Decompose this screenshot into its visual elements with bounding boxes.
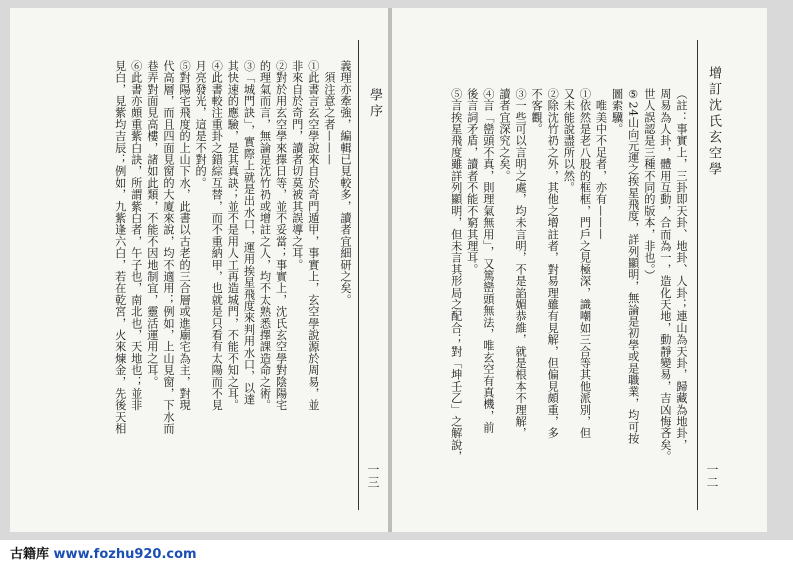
page-rule	[358, 40, 359, 510]
left-page	[10, 8, 388, 532]
page-body	[108, 60, 353, 465]
text-column: ⑥此書亦頗重紫白訣，所謂紫白者，午子也，南北也，天地也；並非	[129, 60, 143, 411]
page-number: 一二	[705, 463, 719, 489]
page-body	[444, 88, 689, 493]
text-column: 周易為人卦，體用互動，合而為一，造化天地，動靜變易，吉凶悔吝矣。	[658, 88, 672, 463]
text-column: ①此書言玄空學說來自於奇門遁甲，事實上，玄空學說源於周易，並	[306, 60, 320, 411]
text-column: 非來自於奇門，讀者切莫被其誤導之耳。	[290, 60, 304, 271]
text-column: 其快速的應驗，是其真訣；並不是用人工再造城門，不能不知之耳。	[226, 60, 240, 411]
text-column: ⑤對陽宅飛度的上山下水，此書以古老的三合層或進廟宅為主，對現	[178, 60, 192, 411]
text-column: ④言「巒頭不真，則理氣無用」，又篤巒頭無法，唯玄空有真機，前	[481, 88, 495, 434]
right-page	[392, 8, 767, 532]
text-column: ②對於用玄空學來擇日等，並不妥當；事實上，沈氏玄空學對陰陽宅	[274, 60, 288, 411]
site-url[interactable]: www.fozhu920.com	[53, 547, 197, 562]
text-column: 讀者宜深究之矣。	[497, 88, 511, 182]
text-column: 巷弄對面見高樓，諸如此類，不能不因地制宜，靈活運用之耳。	[145, 60, 159, 388]
text-column: 須注意之者———	[322, 60, 336, 166]
site-name: 古籍库	[10, 547, 50, 562]
text-column: 代高層，而且四面見窗的大廈來說，均不適用；例如，上山見窗，下水而	[161, 60, 175, 435]
text-column: 的理氣而言，無論是沈竹礽或增註之人，均不太熟悉擇課造命之術。	[258, 60, 272, 411]
text-column: ④此書較注重卦之錯綜互替，而不重納甲，也就是只看有太陽而不見	[210, 60, 224, 411]
text-column: 見白，見紫均吉辰；例如，九紫逢六白，若在乾宮，火來煉金，先後天相	[113, 60, 127, 435]
text-column: ①依然是老八股的框框，門戶之見極深，識嘲如三合等其他派別，但	[578, 88, 592, 439]
text-column: ⑤24山向元運之挨星飛度，詳列顯明，無論是初學或是職業，均可按	[626, 88, 640, 445]
footer-watermark[interactable]	[10, 543, 197, 562]
text-column: 義理亦牽強，編輯已見較多，讀者宜細研之矣。	[339, 60, 352, 306]
text-column: 不客觀。	[530, 88, 544, 135]
text-column: ③一些可以言明之處，均未言明，不是諂媚恭維，就是根本不理解，	[514, 88, 528, 439]
text-column: 又未能說盡所以然。	[562, 88, 576, 194]
text-column: ⑤言挨星飛度雖詳列顯明，但未言其形局之配合；對「坤壬乙」之解說，	[449, 88, 463, 463]
page-number: 一三	[366, 463, 380, 489]
text-column: ②除沈竹礽之外，其他之增註者，對易理雖有見解，但偏見頗重，多	[546, 88, 560, 439]
page-rule	[697, 40, 698, 510]
text-column: 後言詞矛盾，讀者不能不窮其理耳。	[465, 88, 479, 276]
text-column: 月亮發光，這是不對的。	[194, 60, 208, 189]
page-header: 學序	[367, 88, 382, 120]
text-column: 唯美中不足者，亦有———	[594, 88, 608, 241]
page-header: 增訂沈氏玄空學	[706, 66, 721, 178]
text-column: 圖索驥。	[610, 88, 624, 135]
text-column: （註：事實上，三卦即天卦、地卦、人卦；連山為天卦，歸藏為地卦，	[675, 88, 688, 451]
text-column: ③「城門訣」，實際上就是出水口，運用挨星飛度來判用水口，以達	[242, 60, 256, 406]
text-column: 世人誤認是三種不同的版本，非也。）	[642, 88, 656, 282]
